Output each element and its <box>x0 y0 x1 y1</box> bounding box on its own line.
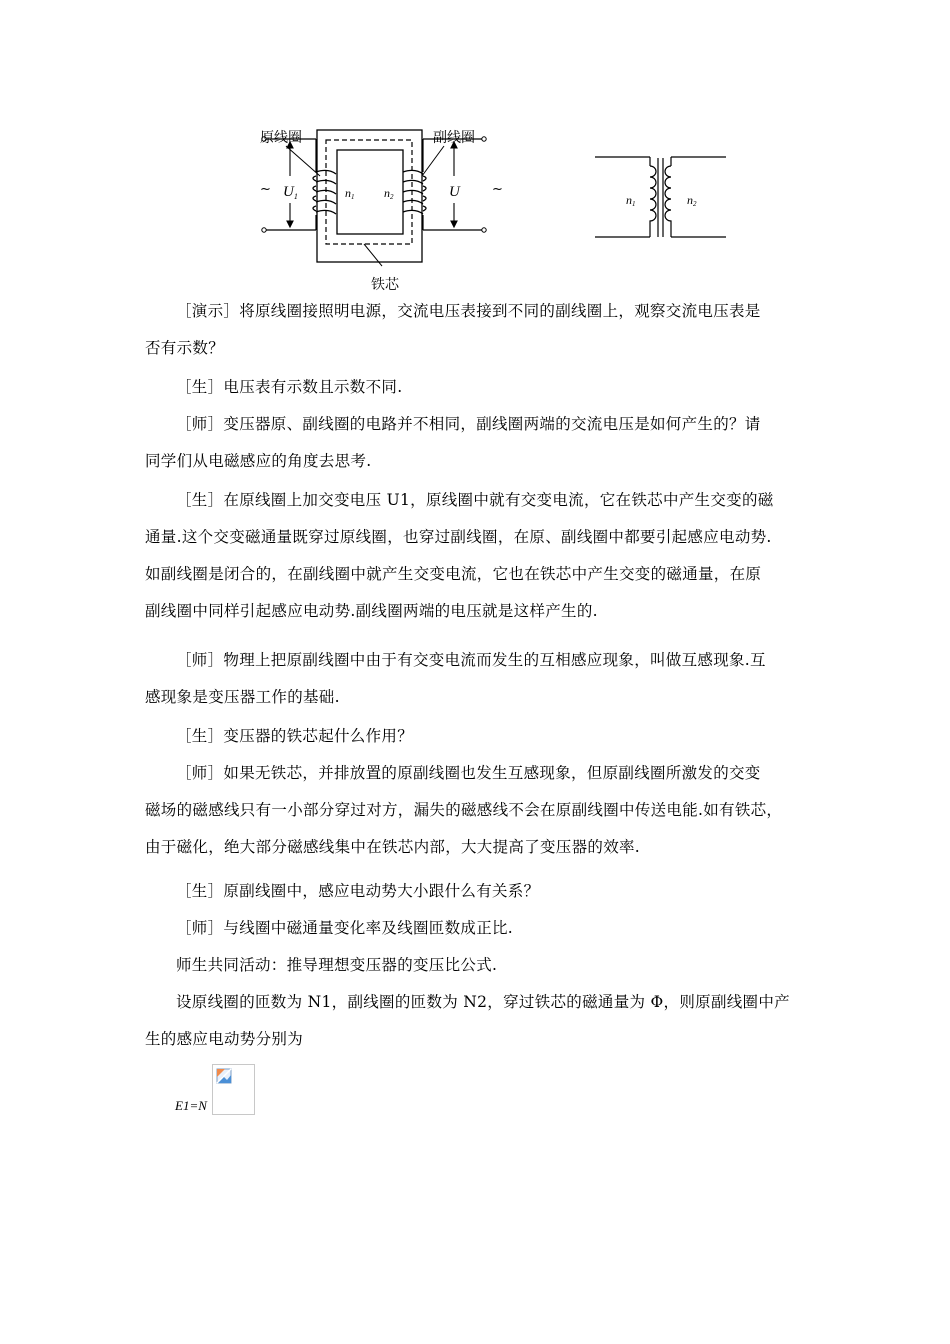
u1-label: $U_1$ <box>283 184 298 201</box>
text-line: ［演示］将原线圈接照明电源，交流电压表接到不同的副线圈上，观察交流电压表是 <box>176 302 761 320</box>
text-line: ［师］与线圈中磁通量变化率及线圈匝数成正比. <box>176 919 514 937</box>
text-line: ［师］物理上把原副线圈中由于有交变电流而发生的互相感应现象，叫做互感现象.互 <box>176 651 766 669</box>
text-line: ［生］在原线圈上加交变电压 U1，原线圈中就有交变电流，它在铁芯中产生交变的磁 <box>176 491 774 509</box>
u2-label: U <box>449 184 460 200</box>
transformer-symbol <box>595 157 726 237</box>
paragraph-teacher-3 <box>145 755 825 866</box>
terminal-s2 <box>482 228 486 232</box>
flux-path <box>326 140 412 244</box>
n2-symbol-label: n2 <box>687 193 697 208</box>
core-label: 铁芯 <box>371 277 399 293</box>
text-line: ［生］原副线圈中，感应电动势大小跟什么有关系？ <box>176 882 540 900</box>
n2-label: n2 <box>384 186 394 201</box>
ac-right-symbol: ~ <box>492 182 503 197</box>
n1-symbol-label: n1 <box>626 193 636 208</box>
text-line: 感现象是变压器工作的基础. <box>145 688 340 706</box>
primary-coil-label: 原线圈 <box>260 130 302 146</box>
paragraph-student-3 <box>145 718 825 755</box>
text-line: 否有示数？ <box>145 339 225 357</box>
text-line: ［师］变压器原、副线圈的电路并不相同，副线圈两端的交流电压是如何产生的？请 <box>176 415 761 433</box>
paragraph-derivation <box>145 984 825 1058</box>
transformer-figure <box>250 120 750 300</box>
text-line: 如副线圈是闭合的，在副线圈中就产生交变电流，它也在铁芯中产生交变的磁通量，在原 <box>145 565 762 583</box>
paragraph-student-1 <box>145 369 825 406</box>
text-line: ［生］电压表有示数且示数不同. <box>176 378 403 396</box>
secondary-coil-label: 副线圈 <box>433 130 475 146</box>
paragraph-activity <box>145 947 825 984</box>
n1-label: n1 <box>345 186 355 201</box>
emf-formula <box>175 1064 375 1116</box>
text-line: ［生］变压器的铁芯起什么作用？ <box>176 727 414 745</box>
text-line: 同学们从电磁感应的角度去思考. <box>145 452 372 470</box>
text-line: 生的感应电动势分别为 <box>145 1030 304 1048</box>
paragraph-teacher-1 <box>145 406 825 480</box>
paragraph-teacher-4 <box>145 910 825 947</box>
text-line: 师生共同活动：推导理想变压器的变压比公式. <box>176 956 498 974</box>
terminal-p2 <box>262 228 266 232</box>
transformer-diagram <box>250 120 750 300</box>
text-line: 设原线圈的匝数为 N1，副线圈的匝数为 N2，穿过铁芯的磁通量为 Φ，则原副线圈中产 <box>176 993 790 1011</box>
broken-image-placeholder <box>212 1064 255 1115</box>
text-line: 副线圈中同样引起感应电动势.副线圈两端的电压就是这样产生的. <box>145 602 598 620</box>
terminal-s1 <box>482 137 486 141</box>
paragraph-demo <box>145 293 825 367</box>
broken-image-icon <box>216 1068 232 1084</box>
paragraph-teacher-2 <box>145 642 825 716</box>
paragraph-student-2 <box>145 482 825 630</box>
text-line: ［师］如果无铁芯，并排放置的原副线圈也发生互感现象，但原副线圈所激发的交变 <box>176 764 761 782</box>
ac-left-symbol: ~ <box>260 182 271 197</box>
text-line: 通量.这个交变磁通量既穿过原线圈，也穿过副线圈，在原、副线圈中都要引起感应电动势. <box>145 528 772 546</box>
text-line: 由于磁化，绝大部分磁感线集中在铁芯内部，大大提高了变压器的效率. <box>145 838 641 856</box>
formula-lhs: E1=N <box>175 1098 207 1113</box>
paragraph-student-4 <box>145 873 825 910</box>
text-line: 磁场的磁感线只有一小部分穿过对方，漏失的磁感线不会在原副线圈中传送电能.如有铁芯， <box>145 801 783 819</box>
